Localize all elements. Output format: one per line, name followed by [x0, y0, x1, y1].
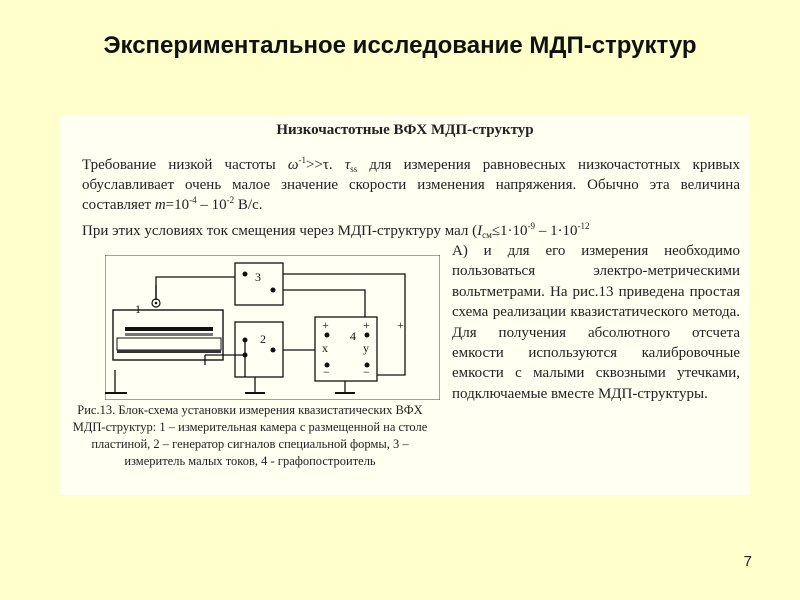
paragraph-current: При этих условиях ток смещения через МДП-структуру мал ($I_{см}\le 1\cdot 10^{-9} - 1\cdot 10^{-12}$ [82, 221, 590, 240]
side-paragraph: А) и для его измерения необходимо пользоваться электро-метрическими вольтметрами. На рис.13 приведена простая схема реализации квазистатического метода. Для получения абсолютного отсчета емкости используются калибровочные емкости с малыми сквозными утечками, подключаемые вместе МДП-структуры. [452, 243, 740, 402]
y-label: y [363, 341, 369, 355]
x-label: x [322, 341, 328, 355]
slide-title: Экспериментальное исследование МДП-структур [103, 32, 697, 59]
plus-y: + [363, 318, 370, 332]
plus-x: + [322, 318, 329, 332]
label-4: 4 [350, 329, 356, 343]
plus-right: + [397, 318, 404, 332]
label-1: 1 [135, 302, 141, 316]
block-diagram [105, 255, 440, 400]
figure-caption: Рис.13. Блок-схема установки измерения квазистатических ВФХ МДП-структур: 1 – измерительная камера с размещенной на столе пластиной, 2 – генератор сигналов специальной формы, 3 – измеритель малых токов, 4 - графопостроитель [72, 403, 428, 468]
minus-y: − [363, 365, 370, 379]
label-3: 3 [255, 270, 261, 284]
page-number: 7 [743, 553, 752, 570]
paragraph-frequency: Требование низкой частоты $\omega^{-1}>>\tau$. $\tau_{ss}$ для измерения равновесных низкочастотных кривых обуславливает очень малое значение скорости изменения напряжения. Обычно эта величина составляет $m=10^{-4} - 10^{-2}$ В/с. [82, 155, 741, 213]
label-2: 2 [260, 332, 266, 346]
minus-x: − [323, 365, 330, 379]
section-heading: Низкочастотные ВФХ МДП-структур [276, 122, 534, 138]
